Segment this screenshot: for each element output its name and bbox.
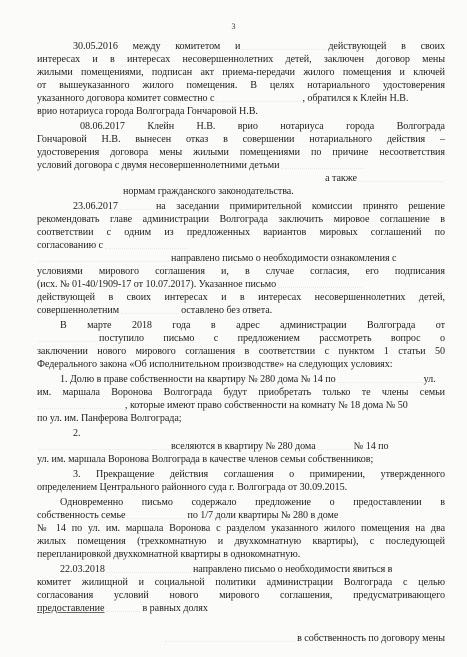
text-line <box>37 412 445 425</box>
line-text: 08.06.2017 Клейн Н.В. врио нотариуса города Волгограда <box>80 121 445 132</box>
text-line <box>37 40 445 53</box>
line-text: Федерального закона «Об исполнительном производстве» на следующих условиях: <box>37 359 393 370</box>
text-line <box>37 304 445 317</box>
line-text: условий договора с двумя несовершеннолетними детьми <box>37 160 280 171</box>
text-line <box>37 468 445 481</box>
redacted-name <box>120 200 154 210</box>
line-text: , которые имеют право собственности на комнату № 18 дома № 50 <box>125 400 408 411</box>
line-text: предоставление <box>37 603 105 614</box>
text-line <box>37 509 445 522</box>
line-text: в равных долях <box>142 603 208 614</box>
redacted-name <box>107 563 191 573</box>
text-line <box>37 399 445 412</box>
redacted-name <box>106 602 140 612</box>
text-line <box>37 265 445 278</box>
text-line <box>37 252 445 265</box>
redacted-name <box>39 332 97 342</box>
text-line <box>37 66 445 79</box>
line-text: соответствии с одним из предложенных вариантов мировых соглашений по <box>37 227 445 238</box>
redacted-name <box>216 92 300 102</box>
line-text: жилыми помещениями, подписан акт приема-передачи жилого помещения и ключей <box>37 67 445 78</box>
line-text: рекомендовать главе администрации Волгограда заключить мировое соглашение в <box>37 214 445 225</box>
line-text: комитет жилищной и социальной политики администрации Волгограда с целью <box>37 577 445 588</box>
line-text: 2. <box>73 428 81 439</box>
text-line <box>37 79 445 92</box>
line-text: им. маршала Воронова Волгограда будут приобретать только те члены семьи <box>37 387 445 398</box>
text-line <box>37 120 445 133</box>
redacted-name <box>359 172 443 182</box>
line-text: условиями мирового соглашения и, в случае согласия, его подписания <box>37 266 445 277</box>
line-text: № 14 по <box>353 441 389 452</box>
text-line <box>37 386 445 399</box>
line-text: ул. им. маршала Воронова Волгограда в качестве членов семьи собственников; <box>37 454 374 465</box>
redacted-name <box>105 239 189 249</box>
redacted-name <box>39 399 123 409</box>
line-text: нормам гражданского законодательства. <box>123 186 294 197</box>
text-line <box>37 200 445 213</box>
text-line <box>37 440 445 453</box>
text-line <box>37 332 445 345</box>
text-line <box>37 453 445 466</box>
line-text: совершеннолетним <box>37 305 120 316</box>
line-text: 30.05.2016 между комитетом и <box>73 41 241 52</box>
line-text: интересах и в интересах несовершеннолетних детей, заключен договор мены <box>37 54 445 65</box>
text-line <box>37 535 445 548</box>
line-text: согласования условий нового мирового соглашения, предусматривающего <box>37 590 445 601</box>
text-line <box>37 427 445 440</box>
line-text: 3. Прекращение действия соглашения о примирении, утвержденного <box>73 469 445 480</box>
line-text: от вышеуказанного жилого помещения. В целях нотариального удостоверения <box>37 80 445 91</box>
text-line <box>37 563 445 576</box>
text-line <box>37 345 445 358</box>
redacted-name <box>39 252 169 262</box>
text-line <box>37 105 445 118</box>
line-text: № 14 по ул. им. маршала Воронова с разделом указанного жилого помещения на два <box>37 523 445 534</box>
line-text: на заседании примирительной комиссии принято решение <box>155 201 445 212</box>
text-line <box>37 496 445 509</box>
text-line <box>37 239 445 252</box>
text-line <box>37 159 445 172</box>
redacted-name <box>121 304 179 314</box>
line-text: оставлено без ответа. <box>181 305 273 316</box>
text-line <box>37 548 445 561</box>
text-line <box>37 213 445 226</box>
page-number: 3 <box>231 22 236 31</box>
redacted-name <box>242 40 326 50</box>
redacted-name <box>39 440 169 450</box>
text-line <box>37 522 445 535</box>
line-text: 1. Долю в праве собственности на квартиру № 280 дома № 14 по <box>60 374 336 385</box>
line-text: , обратился к Клейн Н.В. <box>302 93 409 104</box>
line-text: собственность семье <box>37 510 126 521</box>
line-text: (исх. № 01-40/1909-17 от 10.07.2017). Указанное письмо <box>37 279 277 290</box>
line-text: согласованию с <box>37 240 103 251</box>
text-line <box>37 172 445 185</box>
line-text: Гончаровой Н.В. вынесен отказ в совершении нотариального действия – <box>37 134 445 145</box>
line-text: 22.03.2018 <box>60 564 105 575</box>
redacted-name <box>338 373 422 383</box>
line-text: направлено письмо о необходимости ознакомления с <box>171 253 397 264</box>
text-line <box>37 602 445 615</box>
text-line <box>37 576 445 589</box>
line-text: Одновременно письмо содержало предложение о предоставлении в <box>60 497 445 508</box>
text-line <box>37 291 445 304</box>
text-line <box>37 373 445 386</box>
text-line <box>37 92 445 105</box>
line-text: направлено письмо о необходимости явиться в <box>192 564 393 575</box>
line-text: 23.06.2017 <box>73 201 118 212</box>
text-line <box>37 226 445 239</box>
redacted-name <box>281 159 365 169</box>
redacted-name <box>278 278 362 288</box>
text-line <box>37 358 445 371</box>
text-line <box>37 589 445 602</box>
text-line <box>37 146 445 159</box>
line-text: действующей в своих интересах и в интересах несовершеннолетних детей, <box>37 292 445 303</box>
text-line <box>37 481 445 494</box>
line-text: вселяются в квартиру № 280 дома <box>171 441 316 452</box>
redacted-name <box>127 509 185 519</box>
line-text: перепланировкой двухкомнатной квартиры в однокомнатную. <box>37 549 301 560</box>
text-line <box>37 319 445 332</box>
line-text: а также <box>325 173 357 184</box>
text-line <box>37 632 445 645</box>
line-text: указанного договора комитет совместно с <box>37 93 215 104</box>
redacted-name <box>318 440 352 450</box>
text-line <box>37 133 445 146</box>
line-text: заключении нового мирового соглашения в соответствии с пунктом 1 статьи 50 <box>37 346 445 357</box>
line-text: действующей в своих <box>328 41 446 52</box>
line-text: по 1/7 доли квартиры № 280 в доме <box>187 510 339 521</box>
line-text: В марте 2018 года в адрес администрации Волгограда от <box>60 320 445 331</box>
line-text: в собственность по договору мены <box>297 633 445 644</box>
line-text: ул. <box>423 374 436 385</box>
redacted-name <box>165 632 295 642</box>
line-text: удостоверения договора мены жилыми помещениями по причине несоответствия <box>37 147 445 158</box>
line-text: жилых помещения (трехкомнатную и двухкомнатную квартиры), с последующей <box>37 536 445 547</box>
text-line <box>37 53 445 66</box>
line-text: поступило письмо с предложением рассмотреть вопрос о <box>99 333 445 344</box>
line-text: определением Центрального районного суда г. Волгограда от 30.09.2015. <box>37 482 348 493</box>
line-text: по ул. им. Панферова Волгограда; <box>37 413 182 424</box>
text-line <box>37 185 445 198</box>
line-text: врио нотариуса города Волгограда Гончаровой Н.В. <box>37 106 258 117</box>
text-line <box>37 278 445 291</box>
